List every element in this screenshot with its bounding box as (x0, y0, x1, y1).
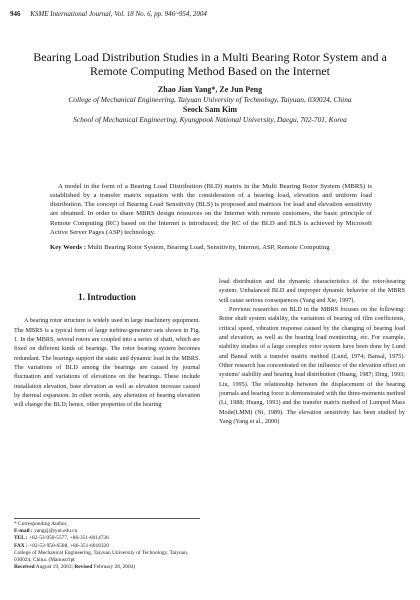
page-number: 946 (10, 10, 21, 18)
email-value: yangzj@tyut.edu.cn (34, 528, 78, 535)
corresponding-author-footnote (14, 518, 200, 571)
footnote-email-line (14, 528, 200, 535)
footnote-corresponding: * Corresponding Author, (14, 521, 68, 527)
author-block (20, 85, 400, 125)
keywords-text: Multi Bearing Rotor System, Bearing Load, Sensitivity, Internet, ASP, Remote Computing (87, 244, 330, 251)
intro-paragraph: A bearing rotor structure is widely used in large machinery equipment. The MBRS is a typical form of large turbine-generator sets shown in Fig. 1. In the MBRS, several rotors are coupled into a series of shaft, which are fixed on different kinds of bearings. The rotor bearing system becomes redundant. The bearings support the static and dynamic load in the MBRS. The variations of BLD among the bearings are caused by journal fluctuation and variations of elevations on the bearings. These include installation elevation, base elevation as well as elevation increase caused by thermal expansion. In other words, any alteration of bearing elevation will change the BLD; hence, other properties of the bearing (14, 317, 200, 409)
received-label: Received (14, 564, 35, 571)
abstract: A model in the form of a Bearing Load Distribution (BLD) matrix in the Multi Bearing Rotor System (MBRS) is established by a transfer matrix equation with the consideration of a bearing load, elevation and uniform load distribution. The concept of Bearing Load Sensitivity (BLS) is proposed and matrices for load and elevation sensitivity are obtained. In order to share MBRS design resources on the Internet with remote customers, the basic principle of Remote Computing (RC) based on the Internet is introduced; the RC of the BLD and BLS is achieved by Microsoft Active Server Pages (ASP) technology. (50, 183, 372, 236)
running-header (10, 10, 410, 18)
right-column (219, 277, 405, 427)
revised-date: February 28, 2004) (93, 564, 136, 571)
received-date: August 19, 2003; (35, 564, 74, 571)
footnote-fax-line (14, 543, 200, 550)
footnote-address: College of Mechanical Engineering, Taiyuan University of Technology, Taiyuan, 030024, China. (Manuscript (14, 549, 189, 564)
section-title: 1. Introduction (78, 292, 136, 302)
tel-label: TEL : (14, 535, 28, 542)
footnote-tel-line (14, 535, 200, 542)
keywords (50, 243, 372, 252)
affiliation-2: School of Mechanical Engineering, Kyungpook National University, Daegu, 702-701, Korea (73, 115, 347, 124)
affiliation-1: College of Mechanical Engineering, Taiyuan University of Technology, Taiyuan, 030024, China (68, 95, 352, 104)
keywords-label: Key Words : (50, 244, 86, 251)
previous-research-paragraph: Previous researches on BLD in the MBRS focuses on the following: Rotor shaft system stability, the variations of bearing oil film coefficients, critical speed, vibration response caused by the changing of bearing load and elevation, as well as the bearing load monitoring, etc. For example, stability studies of a large complex rotor system have been done by Lund and Bansal with a transfer matrix method (Lund, 1974; Bansal, 1975). Other research has concentrated on the influence of the elevation effect on systems' stability and bearing load distribution (Huang, 1987; Ding, 1993; Liu, 1995). The relationship between the displacement of the bearing journals and bearing force is demonstrated with the three-moments method (Li, 1988; Huang, 1993) and the transfer matrix method of Lumped Mass Mode(LMM) (Ni, 1989). The elevation sensitivity has been studied by Yang (Yang et al., 2000) (219, 306, 405, 426)
journal-citation: KSME International Journal, Vol. 18 No. 6, pp. 946~954, 2004 (30, 10, 207, 18)
author-names-2: Seock Sam Kim (182, 105, 238, 114)
email-label: E-mail : (14, 528, 33, 535)
tel-value: +82-53-950-5577, +86-351-6014736 (29, 535, 109, 542)
fax-value: +82-53-950-6588, +86-351-6018320 (29, 542, 109, 549)
intro-continuation: load distribution and the dynamic characteristics of the rotor-bearing system. Unbalanced BLD and improper dynamic behavior of the MBRS will cause serious consequences (Yang and Xie, 1997). (219, 278, 405, 304)
footnote-dates (14, 564, 200, 571)
revised-label: Revised (74, 564, 93, 571)
fax-label: FAX : (14, 542, 28, 549)
paper-title: Bearing Load Distribution Studies in a Multi Bearing Rotor System and a Remote Computing Method Based on the Internet (33, 50, 387, 78)
author-names-1: Zhao Jian Yang*, Ze Jun Peng (157, 85, 263, 94)
left-column (14, 277, 200, 410)
